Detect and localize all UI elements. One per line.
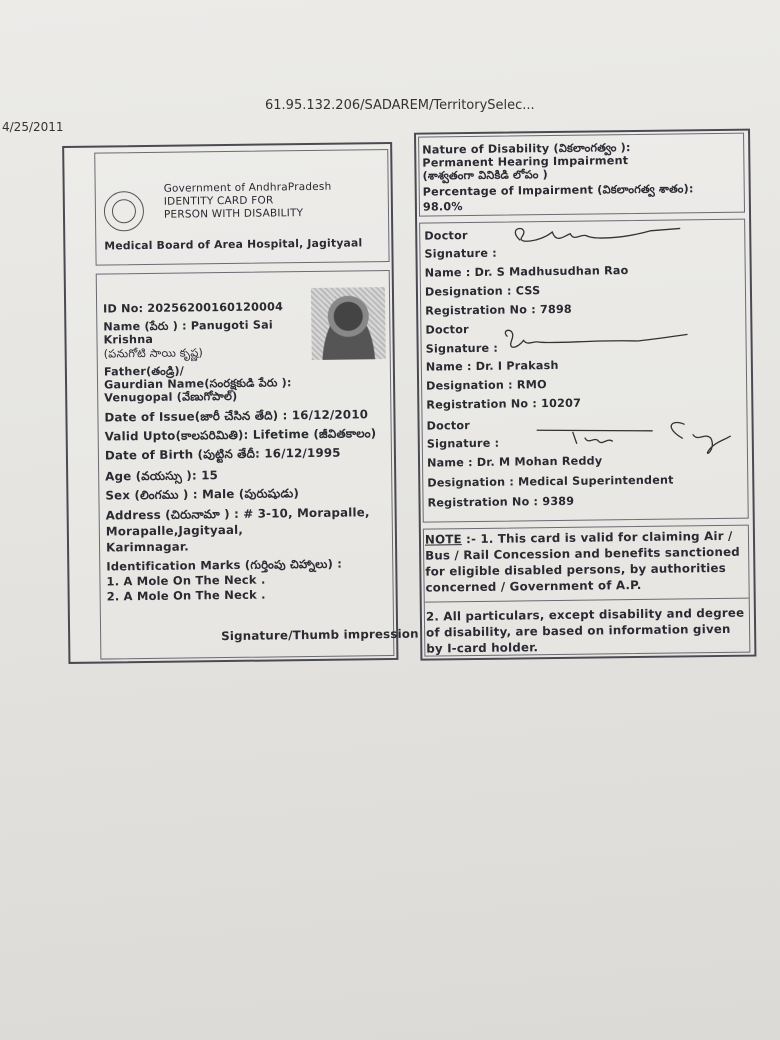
note-line-6: of disability, are based on information given <box>426 621 731 640</box>
disability-box <box>418 133 745 217</box>
identification-marks-title: Identification Marks (గుర్తింపు చిహ్నాలు) : <box>106 556 343 574</box>
guardian-name: Venugopal (వేణుగోపాల్) <box>104 389 238 405</box>
doctor-3-registration: Registration No : 9389 <box>427 494 575 510</box>
note-line-3: for eligible disabled persons, by authorities <box>425 560 726 579</box>
print-url: 61.95.132.206/SADAREM/TerritorySelec... <box>265 98 535 113</box>
gov-title: Government of AndhraPradesh <box>163 180 332 195</box>
doctor-3-name: Name : Dr. M Mohan Reddy <box>426 454 603 470</box>
note-line-2: Bus / Rail Concession and benefits sanctioned <box>425 544 740 563</box>
doctor-2-signature-mark <box>497 324 697 356</box>
id-number: ID No: 20256200160120004 <box>103 300 284 316</box>
date-of-birth: Date of Birth (పుట్టిన తేదీ: 16/12/1995 <box>104 445 341 463</box>
guardian-label: Gaurdian Name(సంరక్షకుడి పేరు ): <box>103 376 292 392</box>
doctor-2-registration: Registration No : 10207 <box>426 396 582 412</box>
ap-emblem-icon <box>104 191 144 231</box>
note-box <box>423 525 751 657</box>
left-card <box>62 142 419 664</box>
valid-upto: Valid Upto(కాలపరిమితి): Lifetime (జీవితకాలం) <box>104 426 377 444</box>
identity-card-sheet <box>62 126 758 664</box>
doctor-1-name: Name : Dr. S Madhusudhan Rao <box>424 264 629 280</box>
identification-mark-2: 2. A Mole On The Neck . <box>106 587 266 604</box>
holder-name-cont: Krishna <box>103 332 154 347</box>
note-line-1-text: :- 1. This card is valid for claiming Air / <box>461 528 733 547</box>
doctor-1-registration: Registration No : 7898 <box>425 302 572 318</box>
note-line-5: 2. All particulars, except disability and degree <box>425 605 745 624</box>
left-card-header <box>94 149 389 266</box>
doctor-2-signature: Signature : <box>425 341 499 356</box>
doctors-box <box>419 219 749 523</box>
holder-name-telugu: (పనుగోటి సాయి కృష్ణ) <box>103 346 204 361</box>
doctor-3-designation: Designation : Medical Superintendent <box>427 473 674 490</box>
nature-of-disability-telugu: (శాశ్వతంగా వినికిడి లోపం ) <box>422 168 549 183</box>
date-of-issue: Date of Issue(జారీ చేసిన తేది) : 16/12/2010 <box>104 407 369 425</box>
doctor-1-designation: Designation : CSS <box>424 284 541 299</box>
doctor-2-name: Name : Dr. I Prakash <box>425 358 559 374</box>
address-line-2: Morapalle,Jagityaal, <box>105 522 244 539</box>
father-label: Father(తండ్రి)/ <box>103 364 185 379</box>
doctor-3-signature: Signature : <box>426 436 500 451</box>
impairment-percentage-value: 98.0% <box>422 200 463 214</box>
print-date: 4/25/2011 <box>2 120 64 134</box>
card-title-2: PERSON WITH DISABILITY <box>163 207 304 221</box>
identification-mark-1: 1. A Mole On The Neck . <box>106 572 266 589</box>
medical-board: Medical Board of Area Hospital, Jagityaal <box>104 236 363 253</box>
left-card-body <box>96 270 419 660</box>
sex: Sex (లింగము ) : Male (పురుషుడు) <box>105 486 300 503</box>
nature-of-disability-label: Nature of Disability (వికలాంగత్వం ): <box>422 141 631 157</box>
doctor-2-label: Doctor <box>425 323 469 337</box>
doctor-2-designation: Designation : RMO <box>426 378 547 393</box>
card-title-1: IDENTITY CARD FOR <box>163 194 274 208</box>
doctor-1-signature-mark <box>500 220 700 252</box>
note-label: NOTE <box>424 532 462 547</box>
doctor-1-label: Doctor <box>424 229 468 243</box>
note-line-4: concerned / Government of A.P. <box>425 577 642 595</box>
nature-of-disability-value: Permanent Hearing Impairment <box>422 154 629 170</box>
age: Age (వయస్సు ): 15 <box>105 468 219 484</box>
impairment-percentage-label: Percentage of Impairment (వికలాంగత్వ శాతం): <box>422 182 694 199</box>
doctor-3-label: Doctor <box>426 419 471 433</box>
signature-thumb-label: Signature/Thumb impression <box>221 626 419 644</box>
address-line-3: Karimnagar. <box>105 539 189 555</box>
note-divider <box>425 598 749 603</box>
right-card <box>414 129 756 661</box>
doctor-1-signature: Signature : <box>424 246 497 261</box>
address: Address (చిరునామా ) : # 3-10, Morapalle, <box>105 505 370 523</box>
holder-photo <box>311 287 386 360</box>
holder-name: Name (పేరు ) : Panugoti Sai <box>103 318 273 334</box>
note-line-7: by I-card holder. <box>426 640 539 656</box>
